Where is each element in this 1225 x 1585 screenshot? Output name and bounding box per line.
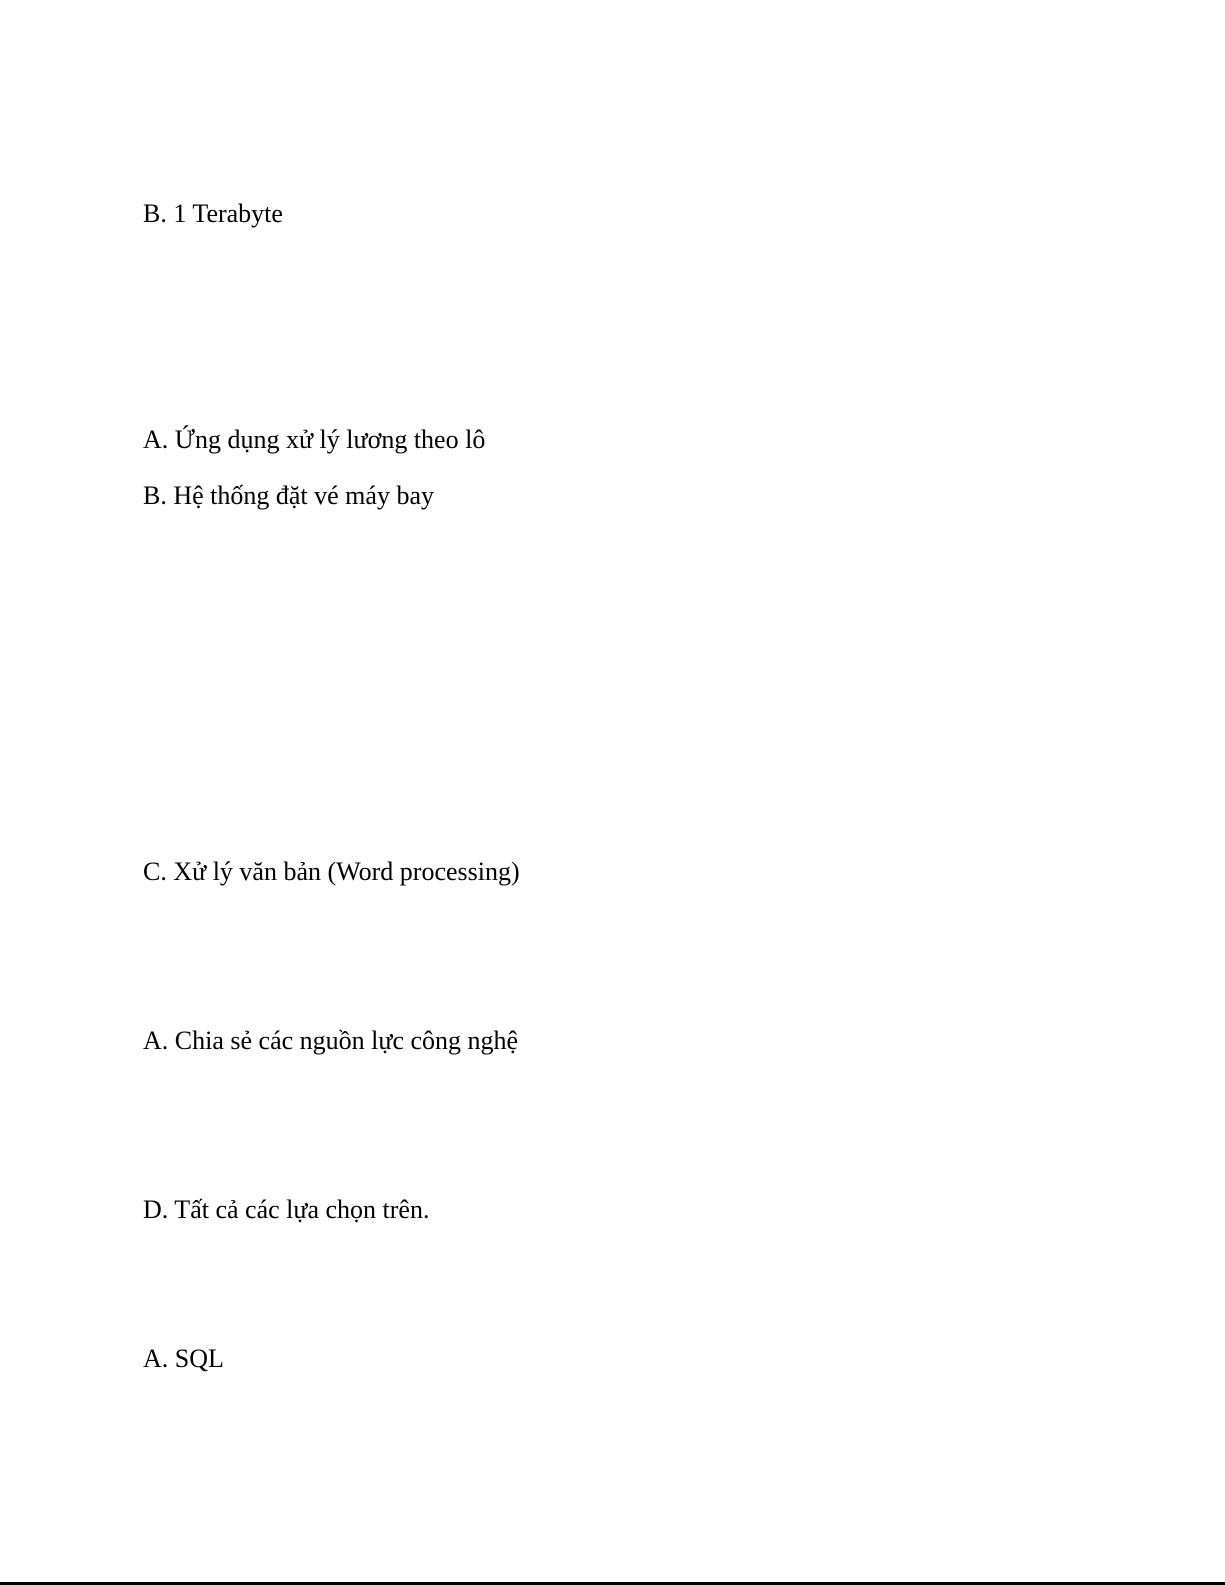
answer-option: A. SQL <box>143 1344 224 1373</box>
answer-option: A. Chia sẻ các nguồn lực công nghệ <box>143 1026 519 1055</box>
answer-option: A. Ứng dụng xử lý lương theo lô <box>143 425 486 454</box>
answer-option: D. Tất cả các lựa chọn trên. <box>143 1195 430 1224</box>
answer-option: C. Xử lý văn bản (Word processing) <box>143 857 520 886</box>
answer-option: B. Hệ thống đặt vé máy bay <box>143 481 434 510</box>
answer-option: B. 1 Terabyte <box>143 199 283 228</box>
